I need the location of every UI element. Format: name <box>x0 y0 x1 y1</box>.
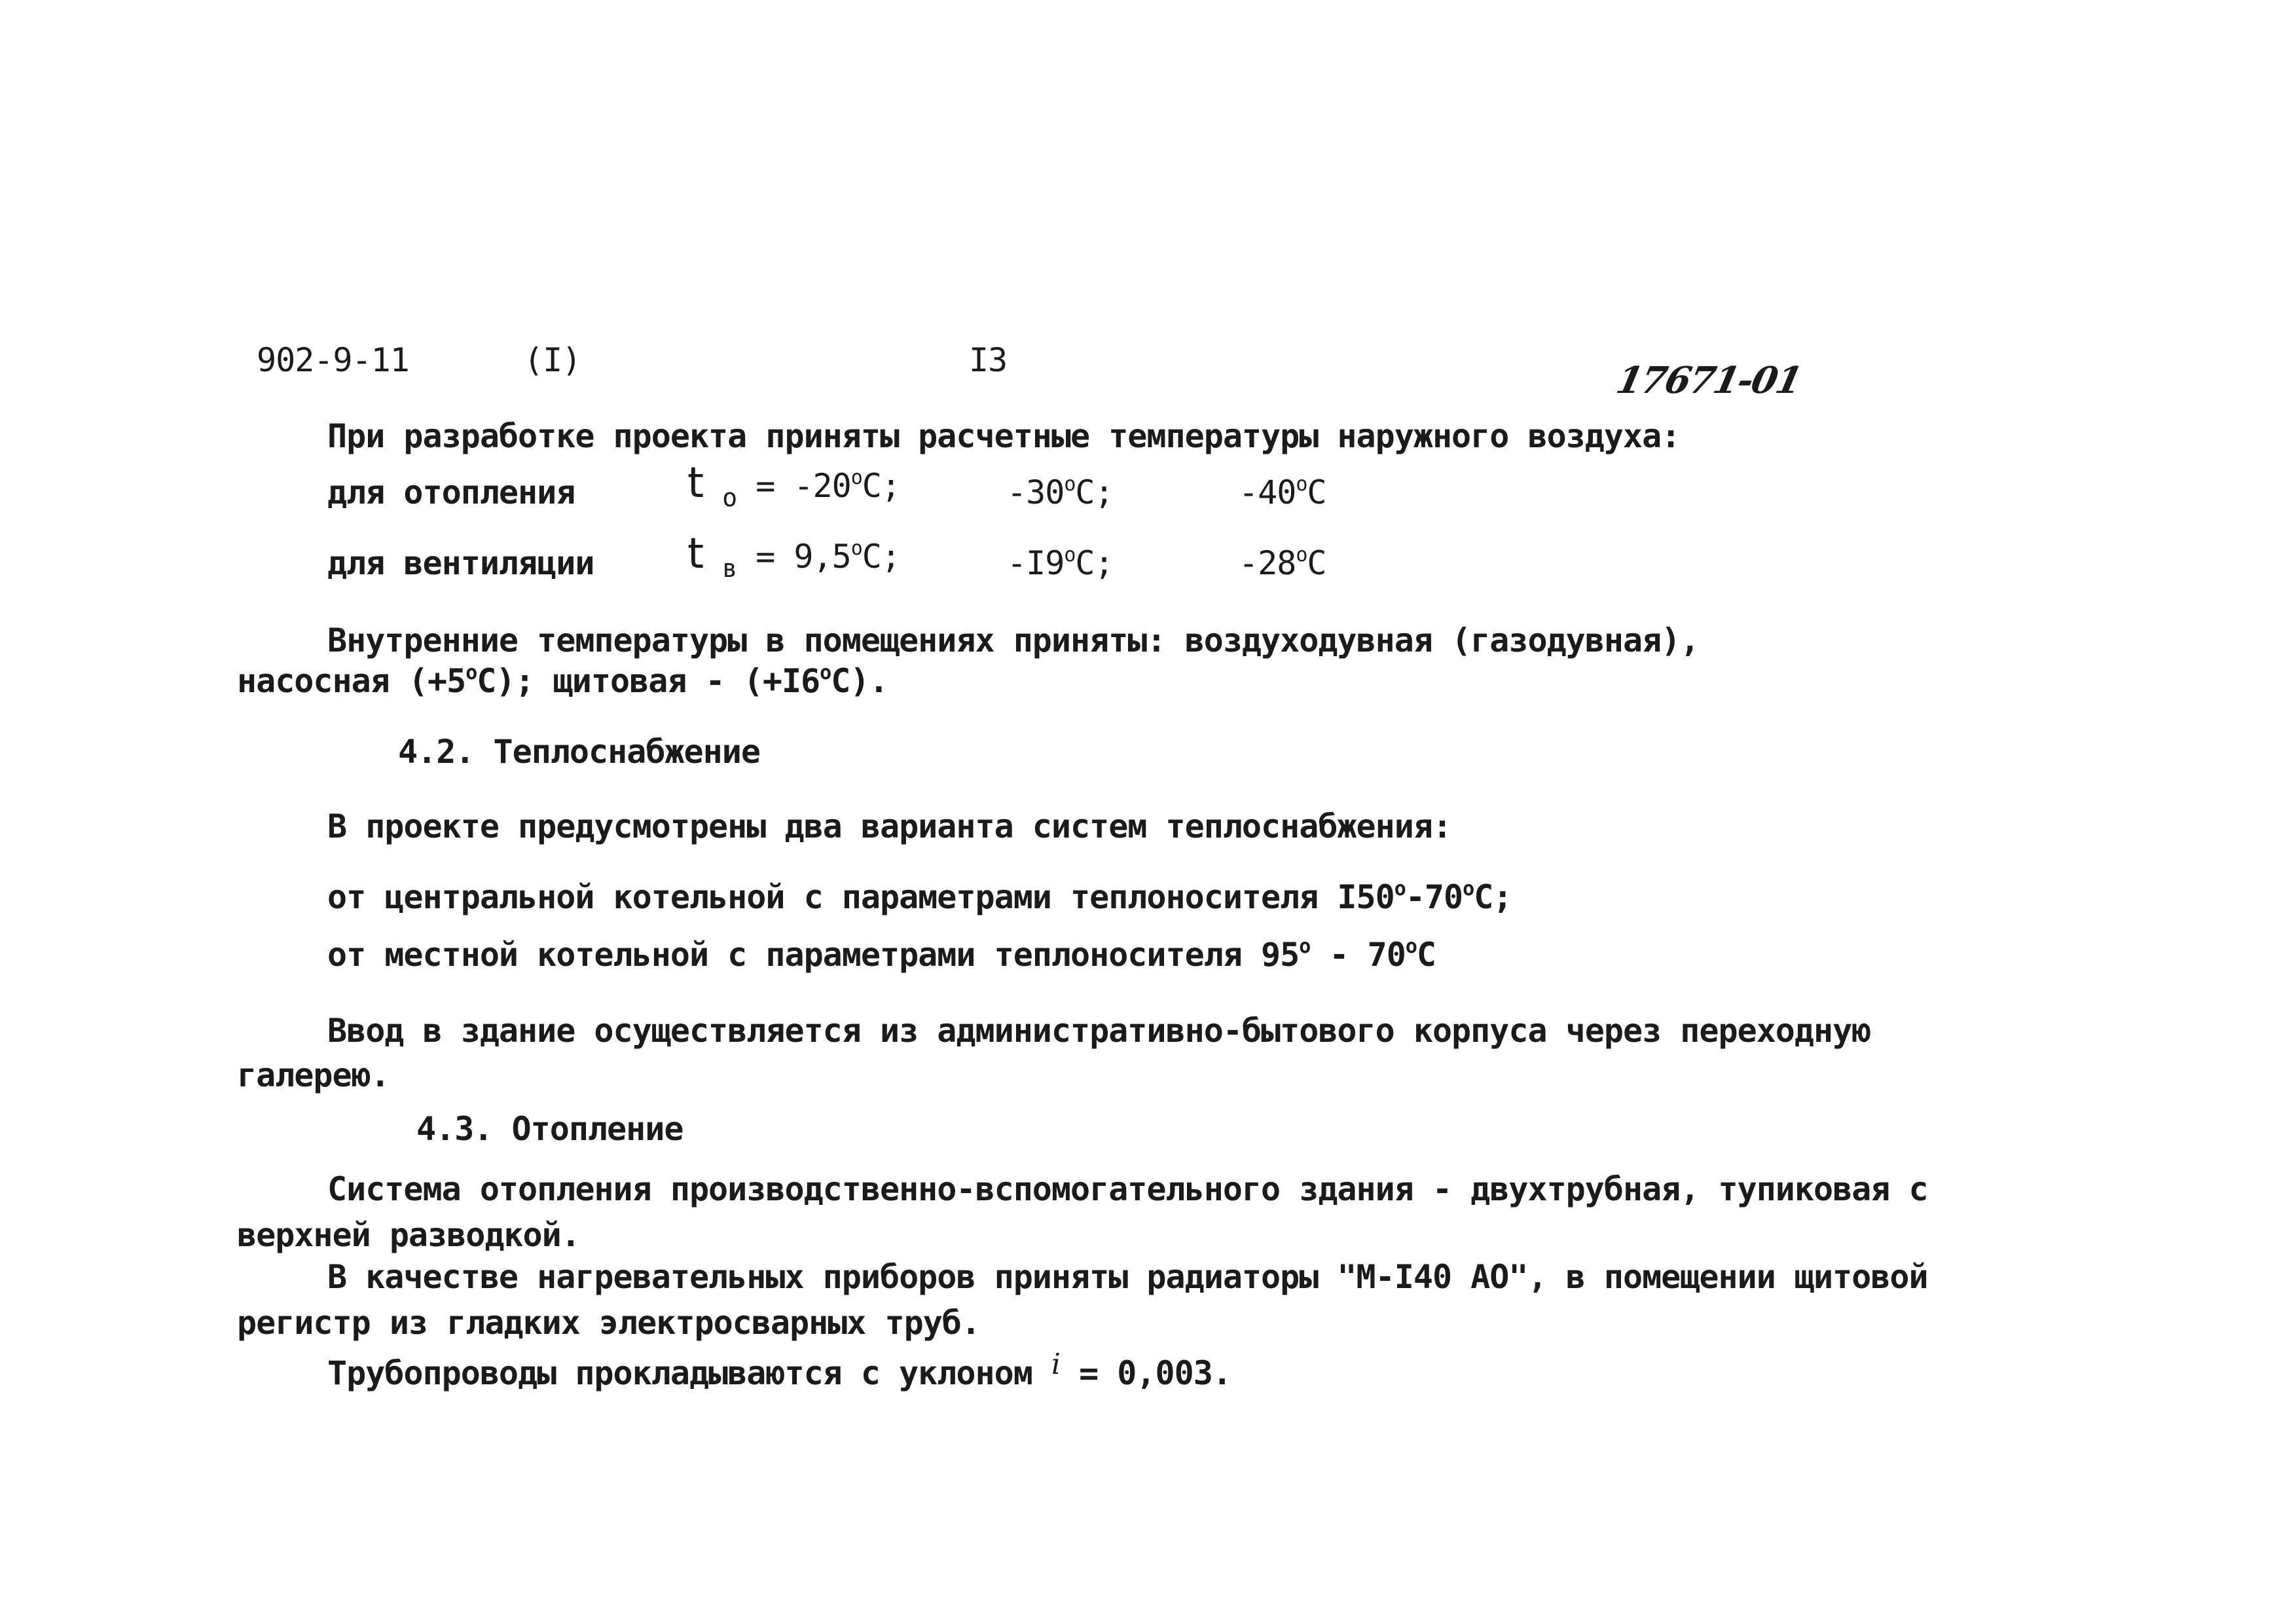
degree-mark: о <box>1463 877 1474 900</box>
ventilation-label: для вентиляции <box>327 544 594 582</box>
ventilation-value-1: 9,5 <box>793 538 851 576</box>
ventilation-equals: = <box>756 538 775 576</box>
ventilation-value-2: -I9 <box>1007 544 1065 582</box>
ventilation-value-3-group <box>1239 544 1326 583</box>
ventilation-formula <box>687 530 901 583</box>
celsius-mark: С <box>1075 473 1095 511</box>
heating-subscript: о <box>722 483 737 512</box>
degree-mark: о <box>1296 473 1307 496</box>
local-boiler-end: С <box>1416 936 1436 974</box>
heating-label: для отопления <box>327 473 575 511</box>
section-4-3-p2-line-2: регистр из гладких электросварных труб. <box>237 1304 980 1342</box>
heating-formula <box>687 459 901 512</box>
doc-code: 902-9-11 <box>257 341 409 379</box>
ventilation-value-2-group <box>1007 544 1114 583</box>
degree-mark: о <box>1394 877 1406 900</box>
heating-value-2: -30 <box>1007 473 1065 511</box>
design-temps-intro: При разработке проекта приняты расчетные температуры наружного воздуха: <box>327 417 1681 455</box>
section-4-3-p2-line-1: В качестве нагревательных приборов приняты радиаторы "М-I40 АО", в помещении щитовой <box>327 1258 1928 1296</box>
heating-symbol: t <box>687 459 704 507</box>
celsius-mark: С <box>1307 544 1326 582</box>
local-boiler-range: - 70 <box>1310 936 1406 974</box>
section-4-2-p4-line-2: галерею. <box>237 1056 390 1094</box>
section-4-3-heading: 4.3. Отопление <box>416 1110 683 1148</box>
degree-mark: о <box>1064 544 1076 566</box>
central-boiler-text: от центральной котельной с параметрами теплоносителя I50 <box>327 878 1394 916</box>
degree-mark: о <box>850 466 862 489</box>
internal-temps-line-2 <box>237 661 888 701</box>
degree-mark: о <box>1064 473 1076 496</box>
celsius-mark: С <box>862 538 881 576</box>
section-4-3-p1-line-1: Система отопления производственно-вспомогательного здания - двухтрубная, тупиковая с <box>327 1170 1928 1208</box>
page-number: I3 <box>969 341 1008 379</box>
section-4-3-p3 <box>327 1345 1231 1393</box>
section-4-2-p4-line-1: Ввод в здание осуществляется из административно-бытового корпуса через переходную <box>327 1012 1871 1050</box>
internal-temps-pump: насосная (+5 <box>237 662 466 700</box>
ventilation-subscript: в <box>722 554 737 583</box>
semicolon: ; <box>1094 473 1114 511</box>
heating-equals: = <box>756 467 775 505</box>
semicolon: ; <box>1094 544 1114 582</box>
degree-mark: о <box>850 537 862 560</box>
pipes-slope-text: Трубопроводы прокладываются с уклоном <box>327 1354 1032 1392</box>
local-boiler-text: от местной котельной с параметрами теплоносителя 95 <box>327 936 1300 974</box>
heating-value-3: -40 <box>1239 473 1296 511</box>
degree-mark: о <box>820 661 831 684</box>
internal-temps-switchboard: С); щитовая - (+I6 <box>477 662 820 700</box>
section-4-2-p1: В проекте предусмотрены два варианта систем теплоснабжения: <box>327 807 1452 845</box>
semicolon: ; <box>881 467 901 505</box>
internal-temps-end: С). <box>831 662 888 700</box>
slope-symbol: i <box>1051 1348 1060 1381</box>
section-4-2-heading: 4.2. Теплоснабжение <box>398 733 760 771</box>
central-boiler-range: -70 <box>1405 878 1463 916</box>
ventilation-value-3: -28 <box>1239 544 1296 582</box>
heating-value-2-group <box>1007 473 1114 512</box>
internal-temps-line-1: Внутренние температуры в помещениях приняты: воздуходувная (газодувная), <box>327 621 1700 659</box>
degree-mark: о <box>1296 544 1307 566</box>
degree-mark: о <box>465 661 477 684</box>
degree-mark: о <box>1405 935 1417 958</box>
section-4-2-p3 <box>327 935 1436 974</box>
ventilation-symbol: t <box>687 530 704 578</box>
celsius-mark: С <box>1075 544 1095 582</box>
celsius-mark: С <box>862 467 881 505</box>
heating-value-3-group <box>1239 473 1326 512</box>
semicolon: ; <box>881 538 901 576</box>
central-boiler-end: С; <box>1474 878 1512 916</box>
degree-mark: о <box>1299 935 1311 958</box>
section-4-2-p2 <box>327 877 1512 917</box>
archive-number-handwritten: 17671-01 <box>1612 359 1806 402</box>
doc-part: (I) <box>524 341 581 379</box>
slope-value: = 0,003. <box>1079 1354 1231 1392</box>
section-4-3-p1-line-2: верхней разводкой. <box>237 1216 580 1254</box>
celsius-mark: С <box>1307 473 1326 511</box>
heating-value-1: -20 <box>793 467 851 505</box>
